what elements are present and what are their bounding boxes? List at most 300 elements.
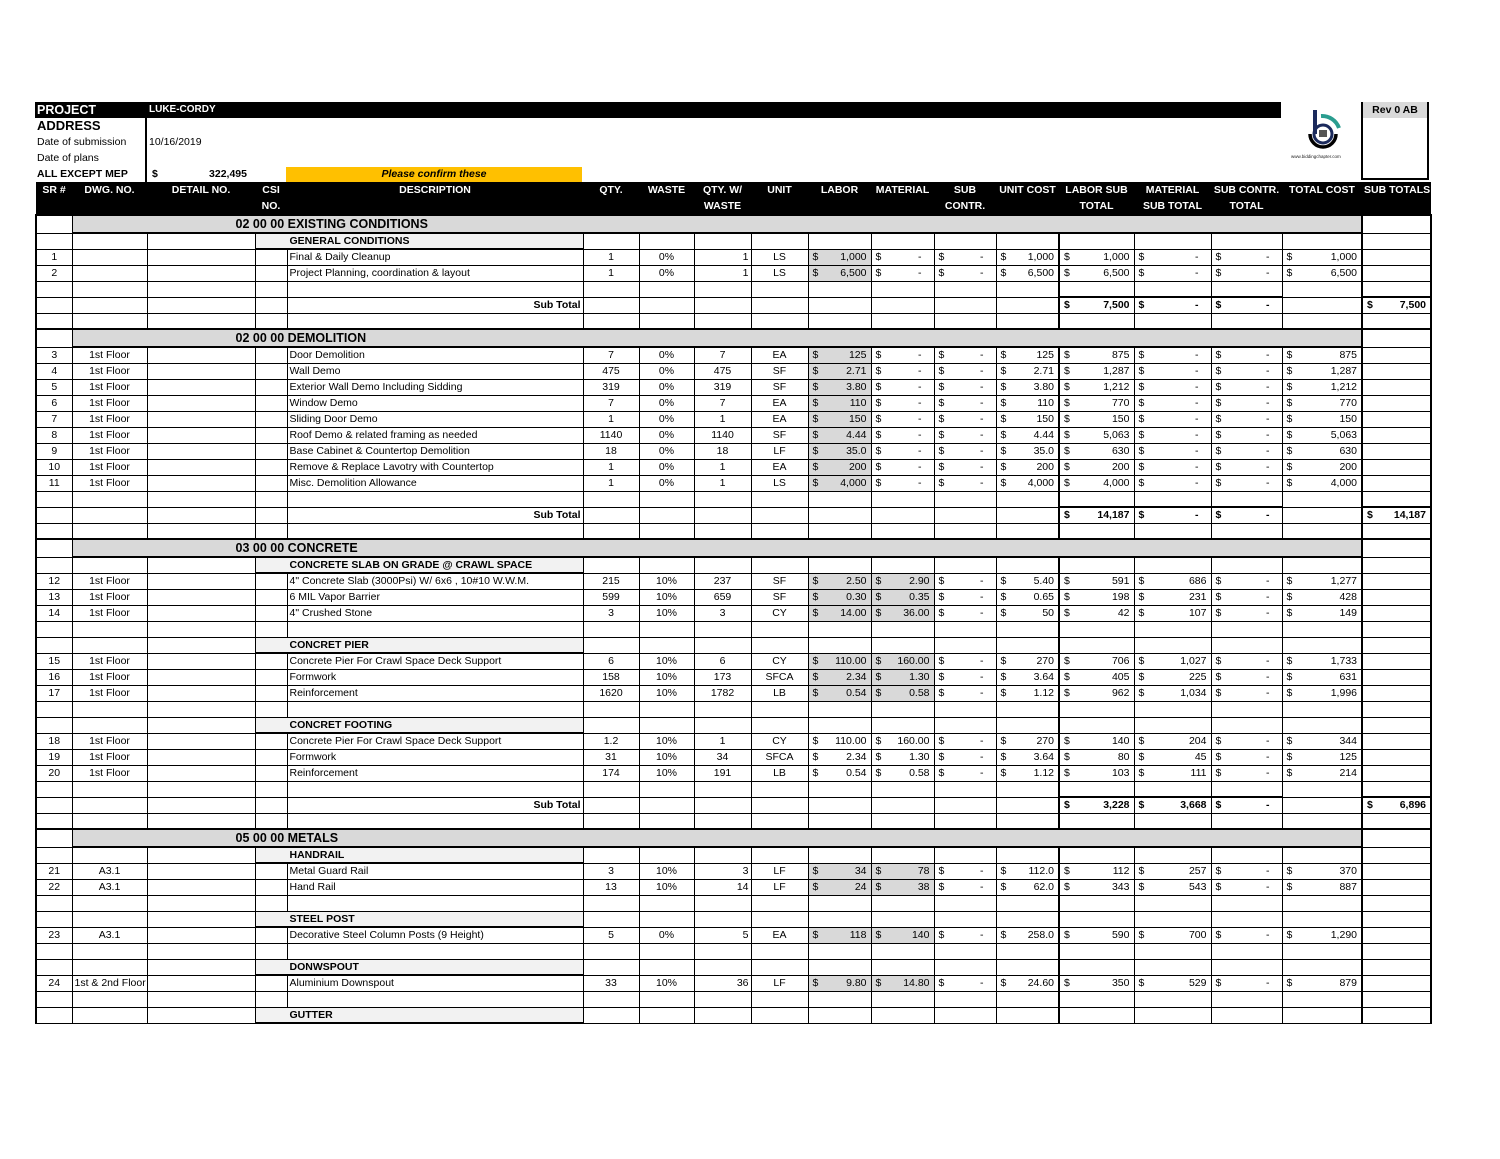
cell-csi[interactable] — [255, 379, 287, 395]
cell-labor[interactable] — [808, 265, 871, 281]
cell-waste[interactable]: 0% — [639, 395, 694, 411]
cell-labor[interactable] — [808, 475, 871, 491]
currency-value — [1214, 574, 1280, 588]
cell-qty[interactable]: 1 — [583, 249, 639, 265]
cell-csi[interactable] — [255, 443, 287, 459]
cell-detail[interactable] — [147, 765, 255, 781]
cell-qty[interactable]: 3 — [583, 863, 639, 879]
cell-qty[interactable]: 1620 — [583, 685, 639, 701]
cell-sub[interactable] — [934, 395, 996, 411]
cell-labor[interactable] — [808, 975, 871, 991]
cell-waste[interactable]: 0% — [639, 265, 694, 281]
cell-waste[interactable]: 10% — [639, 879, 694, 895]
cell-qty[interactable]: 18 — [583, 443, 639, 459]
cell-csi[interactable] — [255, 411, 287, 427]
cell-unit[interactable]: EA — [751, 411, 808, 427]
amount: 1,996 — [1330, 687, 1357, 699]
column-header-line2 — [810, 198, 869, 214]
cell-dwg[interactable]: 1st Floor — [72, 411, 147, 427]
cell-sub[interactable] — [934, 927, 996, 943]
cell-unit[interactable]: CY — [751, 605, 808, 621]
cell-desc[interactable]: Window Demo — [287, 395, 583, 411]
cell-dwg[interactable]: 1st Floor — [72, 379, 147, 395]
cell-csi[interactable] — [255, 653, 287, 669]
cell-dwg[interactable]: 1st Floor — [72, 443, 147, 459]
cell-labor[interactable] — [808, 879, 871, 895]
cell-material[interactable] — [871, 669, 934, 685]
cell-desc[interactable]: Sliding Door Demo — [287, 411, 583, 427]
cell-material[interactable] — [871, 733, 934, 749]
cell-desc[interactable]: Door Demolition — [287, 347, 583, 363]
cell-unit[interactable]: EA — [751, 395, 808, 411]
cell-material[interactable] — [871, 265, 934, 281]
cell-detail[interactable] — [147, 733, 255, 749]
cell-detail — [147, 637, 255, 653]
cell-waste[interactable]: 10% — [639, 589, 694, 605]
cell-csi[interactable] — [255, 863, 287, 879]
cell-unit[interactable]: LS — [751, 249, 808, 265]
cell-material[interactable] — [871, 653, 934, 669]
amount: 2.34 — [846, 751, 867, 763]
cell-waste — [639, 313, 694, 329]
cell-desc[interactable]: 4" Concrete Slab (3000Psi) W/ 6x6 , 10#10 W.W.M. — [287, 573, 583, 589]
cell-detail[interactable] — [147, 927, 255, 943]
cell-subtotal — [1211, 395, 1282, 411]
cell-sr — [36, 943, 72, 959]
cell-sub[interactable] — [934, 475, 996, 491]
cell-desc[interactable]: Remove & Replace Lavotry with Countertop — [287, 459, 583, 475]
cell-waste[interactable]: 0% — [639, 411, 694, 427]
cell-dwg[interactable]: A3.1 — [72, 879, 147, 895]
cell-labor[interactable] — [808, 459, 871, 475]
cell-unit[interactable]: EA — [751, 347, 808, 363]
cell-waste[interactable]: 10% — [639, 605, 694, 621]
amount: 1.30 — [909, 751, 930, 763]
cell-detail[interactable] — [147, 379, 255, 395]
cell-csi[interactable] — [255, 395, 287, 411]
cell-qty[interactable]: 174 — [583, 765, 639, 781]
cell-unit[interactable]: CY — [751, 733, 808, 749]
cell-detail[interactable] — [147, 411, 255, 427]
cell-detail[interactable] — [147, 975, 255, 991]
cell-sub[interactable] — [934, 685, 996, 701]
cell-material[interactable] — [871, 411, 934, 427]
cell-desc[interactable]: Decorative Steel Column Posts (9 Height) — [287, 927, 583, 943]
cell-sub[interactable] — [934, 347, 996, 363]
cell-unit[interactable]: LF — [751, 443, 808, 459]
cell-waste — [639, 911, 694, 927]
cell-material — [871, 701, 934, 717]
cell-desc[interactable]: Wall Demo — [287, 363, 583, 379]
cell-desc[interactable]: Formwork — [287, 749, 583, 765]
cell-labor[interactable] — [808, 927, 871, 943]
cell-dwg[interactable]: 1st Floor — [72, 573, 147, 589]
cell-desc[interactable]: Hand Rail — [287, 879, 583, 895]
cell-waste[interactable]: 0% — [639, 379, 694, 395]
cell-sub[interactable] — [934, 863, 996, 879]
cell-waste[interactable]: 10% — [639, 733, 694, 749]
cell-waste[interactable]: 0% — [639, 459, 694, 475]
cell-labor[interactable] — [808, 379, 871, 395]
cell-qty — [583, 781, 639, 797]
cell-laborsub — [1059, 813, 1134, 829]
amount: 150 — [1036, 413, 1054, 425]
cell-dwg[interactable]: 1st Floor — [72, 749, 147, 765]
amount: 50 — [1042, 607, 1054, 619]
amount: 110 — [849, 397, 867, 409]
cell-qty[interactable]: 6 — [583, 653, 639, 669]
cell-desc[interactable]: 6 MIL Vapor Barrier — [287, 589, 583, 605]
submission-date-value[interactable]: 10/16/2019 — [149, 136, 202, 148]
cell-desc[interactable]: Final & Daily Cleanup — [287, 249, 583, 265]
currency-value — [811, 364, 869, 378]
cell-desc[interactable]: Reinforcement — [287, 685, 583, 701]
cell-unit[interactable]: LB — [751, 765, 808, 781]
cell-dwg[interactable] — [72, 265, 147, 281]
cell-labor[interactable] — [808, 733, 871, 749]
cell-waste[interactable]: 0% — [639, 443, 694, 459]
cell-detail[interactable] — [147, 347, 255, 363]
cell-unit[interactable]: LS — [751, 265, 808, 281]
cell-labor[interactable] — [808, 443, 871, 459]
group-title: GUTTER — [255, 1007, 583, 1023]
currency-value — [1062, 266, 1132, 280]
cell-waste[interactable]: 10% — [639, 765, 694, 781]
cell-unit[interactable]: EA — [751, 927, 808, 943]
cell-waste[interactable]: 0% — [639, 249, 694, 265]
cell-labor[interactable] — [808, 363, 871, 379]
cell-desc[interactable]: Roof Demo & related framing as needed — [287, 427, 583, 443]
cell-waste[interactable]: 0% — [639, 427, 694, 443]
cell-csi[interactable] — [255, 573, 287, 589]
cell-unit[interactable]: LF — [751, 975, 808, 991]
cell-labor[interactable] — [808, 573, 871, 589]
cell-matsub — [1134, 765, 1211, 781]
cell-dwg[interactable] — [72, 249, 147, 265]
cell-csi[interactable] — [255, 765, 287, 781]
cell-detail — [147, 233, 255, 249]
cell-labor[interactable] — [808, 347, 871, 363]
cell-dwg[interactable]: 1st Floor — [72, 685, 147, 701]
cell-qtyw — [694, 781, 751, 797]
cell-unit — [751, 491, 808, 507]
cell-detail[interactable] — [147, 589, 255, 605]
cell-matsub — [1134, 459, 1211, 475]
line-item-row — [36, 475, 1431, 491]
cell-dwg[interactable]: 1st Floor — [72, 427, 147, 443]
cell-qty[interactable]: 5 — [583, 927, 639, 943]
cell-desc[interactable]: Concrete Pier For Crawl Space Deck Support — [287, 653, 583, 669]
cell-dwg[interactable]: 1st Floor — [72, 765, 147, 781]
cell-labor[interactable] — [808, 653, 871, 669]
cell-detail[interactable] — [147, 653, 255, 669]
cell-sub[interactable] — [934, 605, 996, 621]
cell-desc[interactable]: Reinforcement — [287, 765, 583, 781]
cell-unit[interactable]: LS — [751, 475, 808, 491]
currency-value — [1062, 396, 1132, 410]
cell-dwg[interactable]: 1st Floor — [72, 669, 147, 685]
cell-dwg[interactable]: 1st Floor — [72, 653, 147, 669]
cell-csi[interactable] — [255, 363, 287, 379]
cell-labor[interactable] — [808, 427, 871, 443]
cell-sub[interactable] — [934, 379, 996, 395]
cell-qty[interactable]: 158 — [583, 669, 639, 685]
cell-dwg[interactable]: 1st Floor — [72, 395, 147, 411]
cell-desc[interactable]: Misc. Demolition Allowance — [287, 475, 583, 491]
cell-csi[interactable] — [255, 475, 287, 491]
cell-qty[interactable]: 1 — [583, 411, 639, 427]
cell-qty[interactable]: 1 — [583, 475, 639, 491]
cell-sub[interactable] — [934, 459, 996, 475]
cell-unit[interactable]: SF — [751, 573, 808, 589]
cell-csi[interactable] — [255, 249, 287, 265]
cell-sub — [934, 797, 996, 813]
cell-unit[interactable]: EA — [751, 459, 808, 475]
cell-sub[interactable] — [934, 265, 996, 281]
line-item-row — [36, 265, 1431, 281]
amount: 118 — [849, 929, 867, 941]
cell-matsub — [1134, 879, 1211, 895]
cell-material[interactable] — [871, 347, 934, 363]
cell-csi[interactable] — [255, 669, 287, 685]
cell-qty[interactable]: 599 — [583, 589, 639, 605]
cell-material[interactable] — [871, 749, 934, 765]
cell-material[interactable] — [871, 879, 934, 895]
amount: - — [980, 397, 984, 409]
cell-waste[interactable]: 0% — [639, 363, 694, 379]
cell-qty[interactable]: 1 — [583, 265, 639, 281]
cell-subtotal — [1211, 459, 1282, 475]
cell-unit[interactable]: CY — [751, 653, 808, 669]
cell-csi[interactable] — [255, 685, 287, 701]
cell-unit[interactable]: LF — [751, 863, 808, 879]
currency-value — [1365, 298, 1428, 312]
cell-unit[interactable]: SF — [751, 379, 808, 395]
cell-dwg[interactable]: A3.1 — [72, 863, 147, 879]
cell-sub[interactable] — [934, 669, 996, 685]
cell-detail[interactable] — [147, 265, 255, 281]
cell-labor[interactable] — [808, 749, 871, 765]
project-name[interactable]: LUKE-CORDY — [149, 104, 216, 115]
currency-symbol: $ — [1000, 251, 1007, 263]
cell-labor[interactable] — [808, 685, 871, 701]
cell-material[interactable] — [871, 363, 934, 379]
cell-sub[interactable] — [934, 975, 996, 991]
cell-material[interactable] — [871, 863, 934, 879]
cell-sub[interactable] — [934, 589, 996, 605]
cell-detail[interactable] — [147, 573, 255, 589]
cell-dwg[interactable]: A3.1 — [72, 927, 147, 943]
cell-labor — [808, 847, 871, 863]
cell-labor[interactable] — [808, 765, 871, 781]
cell-unit[interactable]: SF — [751, 589, 808, 605]
cell-material[interactable] — [871, 475, 934, 491]
cell-detail[interactable] — [147, 605, 255, 621]
cell-material[interactable] — [871, 249, 934, 265]
cell-desc[interactable]: Exterior Wall Demo Including Sidding — [287, 379, 583, 395]
cell-detail[interactable] — [147, 685, 255, 701]
cell-qty[interactable]: 31 — [583, 749, 639, 765]
cell-qty[interactable]: 7 — [583, 395, 639, 411]
cell-qty[interactable]: 3 — [583, 605, 639, 621]
cell-waste[interactable]: 10% — [639, 685, 694, 701]
amount: 78 — [917, 865, 930, 877]
cell-sub[interactable] — [934, 249, 996, 265]
cell-csi[interactable] — [255, 427, 287, 443]
cell-material[interactable] — [871, 927, 934, 943]
cell-subtotal — [1211, 813, 1282, 829]
cell-csi[interactable] — [255, 265, 287, 281]
cell-qty[interactable]: 215 — [583, 573, 639, 589]
cell-csi[interactable] — [255, 879, 287, 895]
cell-detail[interactable] — [147, 879, 255, 895]
cell-waste[interactable]: 0% — [639, 347, 694, 363]
cell-waste[interactable]: 0% — [639, 927, 694, 943]
cell-desc[interactable]: Concrete Pier For Crawl Space Deck Support — [287, 733, 583, 749]
cell-material[interactable] — [871, 395, 934, 411]
cell-subtotals — [1362, 573, 1431, 589]
cell-totalcost — [1282, 863, 1362, 879]
cell-csi[interactable] — [255, 589, 287, 605]
cell-sub[interactable] — [934, 733, 996, 749]
currency-symbol: $ — [1286, 381, 1293, 393]
cell-unit[interactable]: SFCA — [751, 749, 808, 765]
cell-totalcost — [1282, 573, 1362, 589]
amount: - — [918, 365, 922, 377]
cell-detail[interactable] — [147, 669, 255, 685]
cell-sr: 23 — [36, 927, 72, 943]
cell-material[interactable] — [871, 573, 934, 589]
cell-sub[interactable] — [934, 765, 996, 781]
cell-unit[interactable]: SFCA — [751, 669, 808, 685]
cell-qty[interactable]: 7 — [583, 347, 639, 363]
cell-unit[interactable]: LF — [751, 879, 808, 895]
cell-qty[interactable]: 475 — [583, 363, 639, 379]
scope-total[interactable]: 322,495 — [209, 168, 247, 180]
cell-dwg[interactable]: 1st Floor — [72, 363, 147, 379]
cell-desc[interactable]: Project Planning, coordination & layout — [287, 265, 583, 281]
cell-unit[interactable]: LB — [751, 685, 808, 701]
cell-desc[interactable]: Metal Guard Rail — [287, 863, 583, 879]
line-item-row — [36, 363, 1431, 379]
cell-material[interactable] — [871, 605, 934, 621]
cell-waste[interactable]: 10% — [639, 863, 694, 879]
cell-labor[interactable] — [808, 669, 871, 685]
cell-sr: 18 — [36, 733, 72, 749]
currency-value — [811, 412, 869, 426]
cell-labor[interactable] — [808, 395, 871, 411]
cell-detail[interactable] — [147, 459, 255, 475]
cell-unit[interactable]: SF — [751, 363, 808, 379]
cell-labor[interactable] — [808, 589, 871, 605]
cell-material[interactable] — [871, 379, 934, 395]
cell-detail[interactable] — [147, 863, 255, 879]
cell-csi[interactable] — [255, 975, 287, 991]
cell-detail[interactable] — [147, 249, 255, 265]
cell-material[interactable] — [871, 427, 934, 443]
cell-detail[interactable] — [147, 475, 255, 491]
cell-unitcost — [996, 637, 1059, 653]
cell-qtyw: 1 — [694, 475, 751, 491]
currency-symbol: $ — [1215, 799, 1222, 812]
cell-material[interactable] — [871, 975, 934, 991]
cell-material[interactable] — [871, 459, 934, 475]
cell-unit[interactable]: SF — [751, 427, 808, 443]
cell-material[interactable] — [871, 765, 934, 781]
cell-sub[interactable] — [934, 427, 996, 443]
cell-csi[interactable] — [255, 347, 287, 363]
cell-desc[interactable]: Aluminium Downspout — [287, 975, 583, 991]
cell-material[interactable] — [871, 685, 934, 701]
cell-qty — [583, 797, 639, 813]
cell-desc[interactable]: Base Cabinet & Countertop Demolition — [287, 443, 583, 459]
cell-qty[interactable]: 319 — [583, 379, 639, 395]
cell-detail[interactable] — [147, 363, 255, 379]
cell-detail[interactable] — [147, 443, 255, 459]
cell-dwg[interactable]: 1st & 2nd Floor — [72, 975, 147, 991]
cell-dwg[interactable]: 1st Floor — [72, 347, 147, 363]
cell-qty[interactable]: 13 — [583, 879, 639, 895]
cell-sub[interactable] — [934, 363, 996, 379]
cell-labor[interactable] — [808, 863, 871, 879]
cell-csi[interactable] — [255, 605, 287, 621]
cell-sub[interactable] — [934, 653, 996, 669]
cell-desc[interactable]: Formwork — [287, 669, 583, 685]
currency-value — [1137, 364, 1209, 378]
cell-dwg[interactable]: 1st Floor — [72, 459, 147, 475]
cell-sub — [934, 991, 996, 1007]
cell-waste[interactable]: 0% — [639, 475, 694, 491]
cell-dwg[interactable]: 1st Floor — [72, 733, 147, 749]
cell-labor[interactable] — [808, 249, 871, 265]
cell-subtotal — [1211, 879, 1282, 895]
cell-qty[interactable]: 1 — [583, 459, 639, 475]
cell-waste[interactable]: 10% — [639, 749, 694, 765]
cell-qty[interactable]: 1140 — [583, 427, 639, 443]
cell-dwg[interactable]: 1st Floor — [72, 589, 147, 605]
cell-sub[interactable] — [934, 879, 996, 895]
cell-labor[interactable] — [808, 605, 871, 621]
cell-waste[interactable]: 10% — [639, 573, 694, 589]
cell-sub[interactable] — [934, 443, 996, 459]
cell-waste[interactable]: 10% — [639, 669, 694, 685]
cell-qty[interactable]: 33 — [583, 975, 639, 991]
cell-sub[interactable] — [934, 749, 996, 765]
cell-detail[interactable] — [147, 395, 255, 411]
cell-waste[interactable]: 10% — [639, 975, 694, 991]
cell-labor[interactable] — [808, 411, 871, 427]
cell-desc[interactable]: 4" Crushed Stone — [287, 605, 583, 621]
cell-csi[interactable] — [255, 733, 287, 749]
cell-detail[interactable] — [147, 427, 255, 443]
cell-dwg[interactable]: 1st Floor — [72, 605, 147, 621]
cell-waste[interactable]: 10% — [639, 653, 694, 669]
cell-material[interactable] — [871, 589, 934, 605]
cell-dwg[interactable]: 1st Floor — [72, 475, 147, 491]
cell-csi[interactable] — [255, 459, 287, 475]
cell-labor — [808, 621, 871, 637]
cell-csi[interactable] — [255, 749, 287, 765]
cell-csi[interactable] — [255, 927, 287, 943]
cell-material[interactable] — [871, 443, 934, 459]
cell-detail[interactable] — [147, 749, 255, 765]
amount: - — [1266, 397, 1270, 409]
cell-sr — [36, 717, 72, 733]
cell-laborsub — [1059, 653, 1134, 669]
cell-sub[interactable] — [934, 411, 996, 427]
cell-sub[interactable] — [934, 573, 996, 589]
cell-qty[interactable]: 1.2 — [583, 733, 639, 749]
